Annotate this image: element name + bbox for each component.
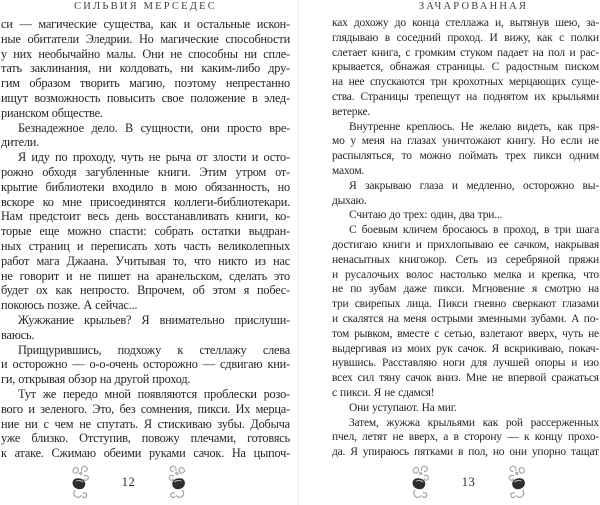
text-line: на нее спускаются три крохотных мерцающих суще- (332, 76, 599, 89)
text-line: ветерке. (332, 105, 371, 118)
text-line: уже близко. Отступив, повожу плечами, готовясь (1, 431, 290, 446)
text-line: Внутренне креплюсь. Не желаю видеть, как пря- (349, 120, 599, 133)
text-line: рожно обходя загубленные книги. Этим утром от- (1, 164, 290, 179)
text-line: работ мага Джаана. Учитывая то, что никто из нас (1, 253, 290, 268)
text-line: тать заклинания, ни колдовать, ни каким-либо дру- (1, 61, 290, 76)
text-line: слетает книга, с громким стуком падает на пол и рас- (332, 46, 599, 59)
text-line: у них необычайно малы. Они не способны ни спле- (1, 46, 290, 61)
text-line: ные обитатели Эледрии. Но магические способности (1, 31, 290, 46)
left-page-text (1, 17, 290, 461)
text-line: Я иду по проходу, чуть не рыча от злости и осто- (18, 150, 290, 165)
text-line: Тут же передо мной появляются проблески розо- (18, 386, 290, 401)
text-line: ги, открывая обзор на другой проход. (1, 372, 191, 387)
text-line: и осторожно — о-о-очень осторожно — сдвигаю кни- (1, 357, 290, 372)
text-line: С боевым кличем бросаюсь в проход, в три шага (349, 224, 599, 237)
text-line: с пикси. Я не сдамся! (332, 386, 435, 399)
text-line: ных страниц и переписать хоть часть великолепных (1, 238, 290, 253)
text-line: Прищурившись, подхожу к стеллажу слева (18, 342, 290, 357)
left-page (1, 0, 290, 505)
text-line: не по зубам даже пикси. Мгновение я смотрю на (332, 283, 599, 296)
left-page-footer (69, 462, 189, 502)
floral-flourish-icon (507, 463, 528, 501)
text-line: гим образом творить магию, поэтому непрестанно (1, 76, 290, 91)
text-line: пчел, летят не вверх, а в сторону — к концу прохо- (332, 431, 599, 444)
text-line: Нам предстоит весь день восстанавливать книги, ко- (1, 209, 290, 224)
text-line: торые еще можно спасти: собрать остатки выдран- (1, 224, 290, 239)
text-line: и русалочьих волос настолько мелка и крепка, что (332, 268, 599, 281)
text-line: си — магические существа, как и остальные искон- (1, 17, 290, 31)
text-line: ках дохожу до конца стеллажа и, вытянув шею, за- (332, 17, 599, 29)
right-page-footer (409, 462, 529, 502)
text-line: выдергивая из моих рук сачок. Я вскрикиваю, покач- (332, 342, 599, 355)
text-line: вого и зеленого. Это, без сомнения, пикси. Их мерца- (1, 401, 290, 416)
running-header-title: ЗАЧАРОВАННАЯ (418, 1, 529, 12)
right-page (332, 0, 599, 505)
floral-flourish-icon (69, 463, 90, 501)
text-line: нувшись. Расставляю ноги для лучшей опоры и изо (332, 357, 599, 370)
page-gutter-divider (298, 0, 299, 505)
text-line: Затем, жужжа крыльями как рой рассерженных (349, 416, 599, 429)
text-line: крытие библиотеки входило в мою обязанность, но (1, 179, 290, 194)
text-line: дители. (1, 135, 40, 150)
text-line: Я закрываю глаза и медленно, осторожно вы- (349, 179, 599, 192)
text-line: ства. Страницы трепещут на поднятом их крыльями (332, 90, 599, 103)
text-line: ищут возможность повысить свое положение в элед- (1, 90, 290, 105)
text-line: Считаю до трех: один, два три... (349, 209, 503, 222)
text-line: вскоре ко мне присоединятся коллеги-библиотекари. (1, 194, 290, 209)
text-line: Безнадежное дело. В сущности, они просто вре- (18, 120, 290, 135)
text-line: три свирепых лица. Пикси гневно сверкают глазами (332, 298, 599, 311)
floral-flourish-icon (409, 463, 430, 501)
running-header-author: СИЛЬВИЯ МЕРСЕДЕС (74, 1, 217, 12)
text-line: не говорит и не пишет на аранельском, сделать это (1, 268, 290, 283)
right-page-text (332, 17, 599, 461)
text-line: ние ни с чем не спутать. Я стискиваю зубы. Добыча (1, 416, 290, 431)
text-line: покоюсь позже. А сейчас... (1, 298, 138, 313)
page-number: 12 (121, 474, 136, 489)
text-line: распыляться, то можно поймать трех пикси одним (332, 150, 599, 163)
text-line: достигаю книги и прихлопываю ее сачком, накрывая (332, 238, 599, 251)
text-line: к атаке. Сжимаю обеими руками сачок. На цыпоч- (1, 446, 290, 461)
floral-flourish-icon (167, 463, 188, 501)
text-line: крывается, обнажая страницы. С радостным писком (332, 61, 599, 74)
text-line: ваюсь. (1, 327, 35, 342)
text-line: Они уступают. На миг. (349, 401, 457, 414)
page-number: 13 (461, 474, 476, 489)
text-line: махом. (332, 164, 365, 177)
text-line: дыхаю. (332, 194, 367, 207)
text-line: мо у меня на глазах уничтожают книгу. Но если не (332, 135, 599, 148)
text-line: да. Я упираюсь пятками в пол, но они упорно тащат (332, 446, 599, 459)
text-line: и скалятся на меня острыми змеиными зубами. А по- (332, 312, 599, 325)
text-line: ненасытных книгожор. Сеть из серебряной пряжи (332, 253, 599, 266)
text-line: том рывком, вместе с сетью, взлетают вверх, чуть не (332, 327, 599, 340)
text-line: рианском обществе. (1, 105, 103, 120)
text-line: будет ох как непросто. Впрочем, об этом я побес- (1, 283, 290, 298)
text-line: Жужжание крыльев? Я внимательно прислуши- (18, 312, 290, 327)
text-line: глядываю в соседний проход. И вижу, как с полки (332, 31, 599, 44)
text-line: всех сил тяну сачок вниз. Мне не впервой сражаться (332, 372, 599, 385)
